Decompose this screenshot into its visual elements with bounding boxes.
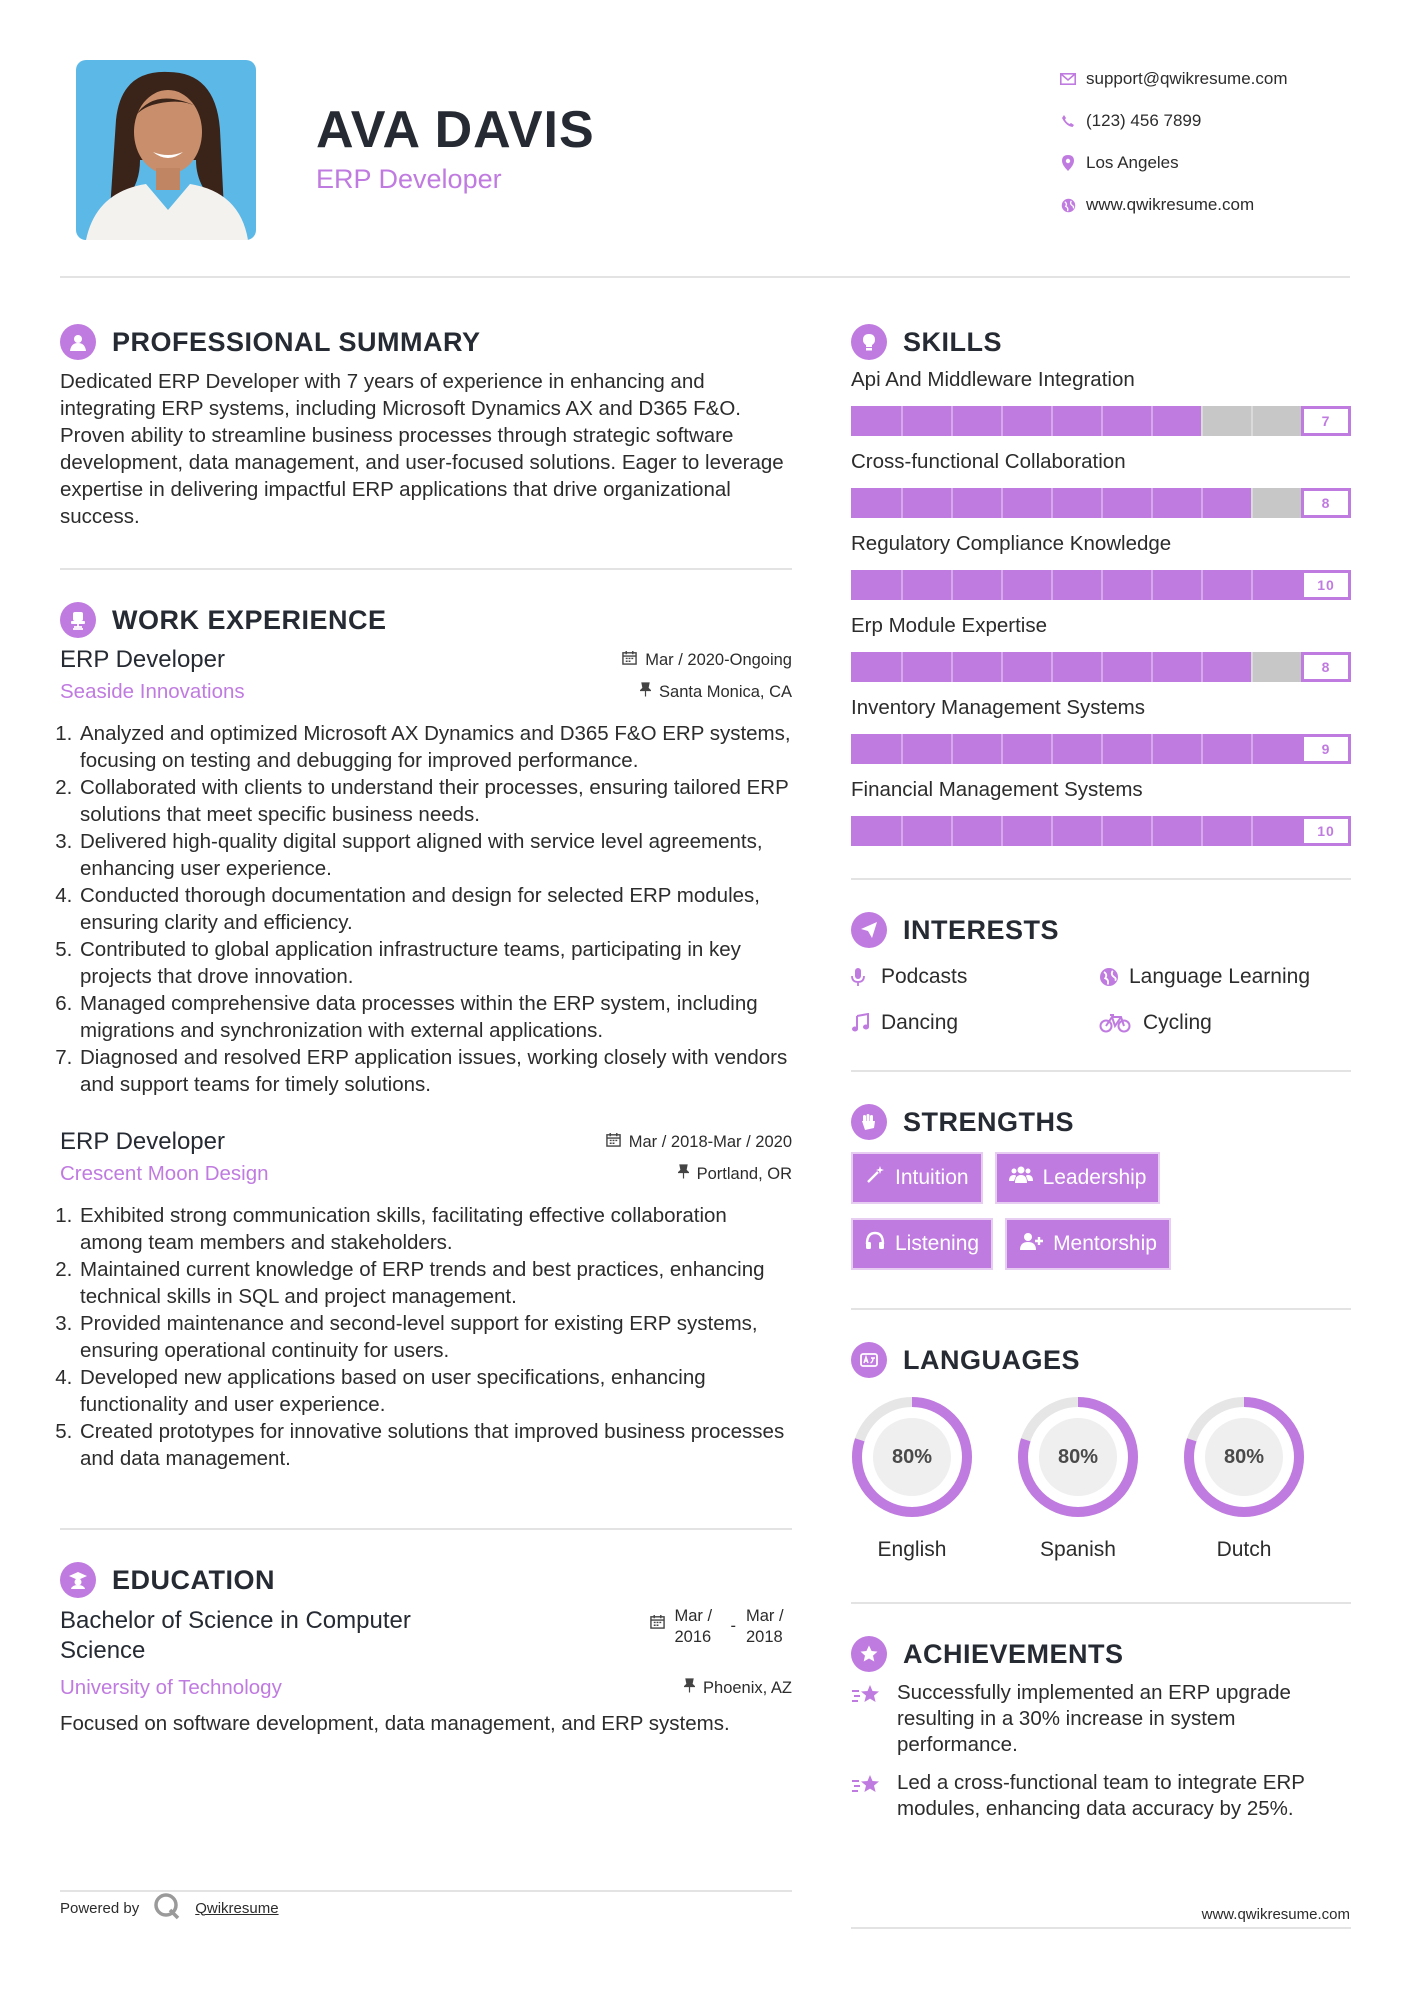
skill-segment-divider [1001,488,1003,518]
list-item: 4. Developed new applications based on user specifications, enhancing functionality and user experience. [78,1364,792,1418]
achievement-item [851,1680,1351,1758]
skill-item [851,778,1351,846]
interest-item [1099,960,1347,994]
education-dates [650,1606,793,1648]
strength-label: Leadership [1042,1166,1147,1189]
skill-segment-divider [1151,406,1153,436]
footer-website[interactable]: www.qwikresume.com [1201,1906,1350,1923]
strength-label: Mentorship [1053,1232,1157,1255]
skill-segment-divider [1101,816,1103,846]
raised-fist-icon [851,1104,887,1140]
skill-segment-divider [1251,488,1253,518]
shooting-star-icon [851,1680,897,1758]
skill-segment-divider [1151,570,1153,600]
skill-segment-divider [1251,652,1253,682]
skill-level-badge: 10 [1301,570,1351,600]
language-ring [1183,1396,1305,1518]
skill-segment-divider [951,816,953,846]
skill-segment-divider [1001,734,1003,764]
skill-level-badge: 8 [1301,488,1351,518]
interests-title: INTERESTS [903,914,1060,945]
section-divider [851,1070,1351,1072]
school-name: University of Technology [60,1676,282,1699]
skill-segment-divider [1101,406,1103,436]
skill-segment-divider [951,734,953,764]
section-divider [851,1602,1351,1604]
summary-heading [60,320,792,364]
contact-phone[interactable] [1050,100,1350,142]
skill-segment-divider [1051,734,1053,764]
skill-item [851,696,1351,764]
powered-by-text: Powered by [60,1899,140,1917]
footer-branding [60,1892,279,1924]
list-item: 1. Analyzed and optimized Microsoft AX Dynamics and D365 F&O ERP systems, focusing on testing and debugging for improved performance. [78,720,792,774]
job-bullet-list [60,1202,792,1472]
education-date-from: Mar / 2016 [674,1607,713,1646]
interest-label: Podcasts [881,965,968,988]
interest-label: Dancing [881,1011,959,1034]
right-column [851,320,1351,1834]
contact-email[interactable] [1050,58,1350,100]
skill-item [851,450,1351,518]
skill-segment-divider [1001,816,1003,846]
interest-label: Cycling [1143,1011,1212,1034]
skill-item [851,614,1351,682]
calendar-icon [606,1132,621,1152]
skill-segment-divider [1201,734,1203,764]
user-plus-icon [1019,1231,1043,1257]
job-date-text: Mar / 2018-Mar / 2020 [628,1132,792,1151]
interests-heading [851,908,1351,952]
job-date-text: Mar / 2020-Ongoing [645,650,792,669]
interest-label: Language Learning [1129,965,1311,988]
skill-segment-divider [1001,652,1003,682]
skill-level-bar [851,652,1351,682]
skill-level-badge: 8 [1301,652,1351,682]
skill-segment-divider [1201,570,1203,600]
skill-segment-divider [1051,816,1053,846]
section-divider [851,878,1351,880]
skill-name: Api And Middleware Integration [851,368,1135,391]
skill-level-badge: 10 [1301,816,1351,846]
list-item: 3. Provided maintenance and second-level support for existing ERP systems, ensuring operational continuity for users. [78,1310,792,1364]
achievement-text: Led a cross-functional team to integrate ERP modules, enhancing data accuracy by 25%. [897,1771,1305,1820]
list-item: 2. Collaborated with clients to understand their processes, ensuring tailored ERP solutions that meet specific business needs. [78,774,792,828]
language-percent: 80% [891,1445,933,1468]
skill-segment-divider [951,488,953,518]
skill-level-bar [851,570,1351,600]
interest-item [851,1006,1099,1040]
skill-segment-divider [1101,488,1103,518]
header-divider [60,276,1350,278]
list-item: 7. Diagnosed and resolved ERP application issues, working closely with vendors and support teams for timely solutions. [78,1044,792,1098]
skill-segment-divider [1101,652,1103,682]
music-note-icon [851,1013,881,1033]
skill-segment-divider [1001,406,1003,436]
achievements-heading [851,1632,1351,1676]
candidate-role: ERP Developer [316,164,502,194]
skill-segment-divider [1251,734,1253,764]
contact-list [1050,58,1350,226]
strengths-title: STRENGTHS [903,1106,1075,1137]
language-percent: 80% [1057,1445,1099,1468]
skill-segment-divider [901,734,903,764]
education-title: EDUCATION [112,1564,275,1595]
languages-list [851,1396,1351,1562]
skill-segment-divider [1201,488,1203,518]
skill-name: Erp Module Expertise [851,614,1047,637]
skill-segment-divider [901,816,903,846]
section-divider [851,1308,1351,1310]
calendar-icon [650,1606,665,1635]
skill-segment-divider [1151,488,1153,518]
translate-icon [851,1342,887,1378]
brand-link[interactable]: Qwikresume [195,1899,279,1917]
globe-icon [1099,967,1129,987]
magic-wand-icon [865,1165,885,1191]
contact-website[interactable] [1050,184,1350,226]
experience-heading [60,598,792,642]
skill-segment-divider [1151,652,1153,682]
users-icon [1009,1165,1033,1191]
skill-level-fill [851,406,1201,436]
skill-segment-divider [951,652,953,682]
skill-item [851,532,1351,600]
education-date-to: Mar / 2018 [746,1607,784,1646]
skill-item [851,368,1351,436]
footer-divider [851,1927,1351,1929]
education-heading [60,1558,792,1602]
skill-segment-divider [1251,570,1253,600]
date-dash: - [730,1617,736,1635]
job-entry [60,646,792,1098]
skill-level-bar [851,406,1351,436]
skill-segment-divider [901,488,903,518]
skill-segment-divider [1001,570,1003,600]
education-location-text: Phoenix, AZ [703,1678,792,1697]
skill-segment-divider [1051,652,1053,682]
achievements-list [851,1680,1351,1822]
skill-segment-divider [1101,570,1103,600]
language-ring [851,1396,973,1518]
contact-location-text: Los Angeles [1086,153,1179,172]
graduation-icon [60,1562,96,1598]
lightbulb-icon [851,324,887,360]
language-item [1017,1396,1139,1562]
job-subheader [60,1162,792,1186]
skill-segment-divider [951,406,953,436]
skill-name: Regulatory Compliance Knowledge [851,532,1172,555]
phone-icon [1050,114,1086,128]
language-name: English [877,1538,947,1561]
skill-name: Inventory Management Systems [851,696,1145,719]
envelope-icon [1050,73,1086,85]
education-subheader [60,1676,792,1700]
chair-icon [60,602,96,638]
skill-name: Financial Management Systems [851,778,1143,801]
skill-segment-divider [901,570,903,600]
strengths-list [851,1152,1271,1270]
left-column [60,320,792,1737]
languages-title: LANGUAGES [903,1344,1081,1375]
job-location [640,682,792,702]
list-item: 1. Exhibited strong communication skills, facilitating effective collaboration among team members and stakeholders. [78,1202,792,1256]
skill-segment-divider [1151,734,1153,764]
list-item: 3. Delivered high-quality digital support aligned with service level agreements, enhancing user experience. [78,828,792,882]
education-header [60,1606,792,1666]
job-title: ERP Developer [60,1128,225,1155]
contact-phone-text: (123) 456 7899 [1086,111,1202,130]
skill-segment-divider [1151,816,1153,846]
job-subheader [60,680,792,704]
job-location [678,1164,792,1184]
achievement-item [851,1770,1351,1822]
list-item: 4. Conducted thorough documentation and design for selected ERP modules, ensuring clarity and efficiency. [78,882,792,936]
job-company: Seaside Innovations [60,680,245,703]
languages-heading [851,1338,1351,1382]
list-item: 5. Contributed to global application infrastructure teams, participating in key projects that drove innovation. [78,936,792,990]
qwikresume-logo-icon [153,1892,181,1924]
language-name: Dutch [1216,1538,1272,1561]
pushpin-icon [684,1678,695,1698]
job-header [60,646,792,674]
skill-segment-divider [901,652,903,682]
skill-segment-divider [1201,652,1203,682]
contact-email-text: support@qwikresume.com [1086,69,1288,88]
list-item: 5. Created prototypes for innovative solutions that improved business processes and data management. [78,1418,792,1472]
skill-segment-divider [951,570,953,600]
achievements-title: ACHIEVEMENTS [903,1638,1124,1669]
job-entry [60,1128,792,1472]
skill-segment-divider [1101,734,1103,764]
skill-level-badge: 9 [1301,734,1351,764]
skill-name: Cross-functional Collaboration [851,450,1126,473]
achievement-text: Successfully implemented an ERP upgrade resulting in a 30% increase in system performance. [897,1681,1291,1756]
language-name: Spanish [1040,1538,1116,1561]
education-location [684,1678,792,1698]
skill-segment-divider [1051,488,1053,518]
job-date [606,1132,792,1152]
language-item [1183,1396,1305,1562]
strength-label: Intuition [895,1166,969,1189]
language-percent: 80% [1223,1445,1265,1468]
skill-segment-divider [1201,406,1203,436]
job-location-text: Santa Monica, CA [659,682,792,701]
skill-segment-divider [1251,816,1253,846]
job-header [60,1128,792,1156]
summary-title: PROFESSIONAL SUMMARY [112,326,481,357]
section-divider [60,568,792,570]
strength-tag [1005,1218,1171,1270]
interests-list [851,960,1351,1040]
skill-level-fill [851,734,1301,764]
microphone-icon [851,967,881,987]
bicycle-icon [1099,1013,1143,1033]
user-icon [60,324,96,360]
interest-item [1099,1006,1347,1040]
skills-heading [851,320,1351,364]
interest-item [851,960,1099,994]
strengths-heading [851,1100,1351,1144]
list-item: 6. Managed comprehensive data processes within the ERP system, including migrations and synchronization with external applications. [78,990,792,1044]
shooting-star-icon [851,1770,897,1822]
map-pin-icon [1050,155,1086,171]
job-bullet-list [60,720,792,1098]
pushpin-icon [640,682,651,702]
contact-website-text: www.qwikresume.com [1086,195,1255,214]
job-location-text: Portland, OR [696,1164,792,1183]
skill-level-bar [851,734,1351,764]
skill-segment-divider [1051,406,1053,436]
star-badge-icon [851,1636,887,1672]
strength-tag [851,1152,983,1204]
skills-list [851,368,1351,846]
degree-title: Bachelor of Science in Computer Science [60,1607,411,1664]
headphones-icon [865,1231,885,1257]
job-title: ERP Developer [60,646,225,673]
skill-level-badge: 7 [1301,406,1351,436]
paper-plane-icon [851,912,887,948]
skill-segment-divider [901,406,903,436]
skill-segment-divider [1051,570,1053,600]
skill-segment-divider [1251,406,1253,436]
job-date [622,650,792,670]
skill-level-bar [851,488,1351,518]
candidate-name: AVA DAVIS [316,101,595,159]
skills-title: SKILLS [903,326,1003,357]
contact-location [1050,142,1350,184]
resume-header [60,58,1350,258]
language-item [851,1396,973,1562]
strength-tag [995,1152,1161,1204]
profile-photo [76,60,256,240]
globe-icon [1050,198,1086,213]
calendar-icon [622,650,637,670]
language-ring [1017,1396,1139,1518]
pushpin-icon [678,1164,689,1184]
summary-text: Dedicated ERP Developer with 7 years of experience in enhancing and integrating ERP systems, including Microsoft Dynamics AX and D365 F&O. Proven ability to streamline business processes through strategic software development, data management, and user-focused solutions. Eager to leverage expertise in delivering impactful ERP applications that drive organizational success. [60,370,784,528]
education-description: Focused on software development, data management, and ERP systems. [60,1712,730,1735]
section-divider [60,1528,792,1530]
experience-title: WORK EXPERIENCE [112,604,387,635]
strength-label: Listening [895,1232,980,1255]
skill-level-bar [851,816,1351,846]
strength-tag [851,1218,993,1270]
list-item: 2. Maintained current knowledge of ERP trends and best practices, enhancing technical skills in SQL and project management. [78,1256,792,1310]
job-company: Crescent Moon Design [60,1162,269,1185]
skill-segment-divider [1201,816,1203,846]
